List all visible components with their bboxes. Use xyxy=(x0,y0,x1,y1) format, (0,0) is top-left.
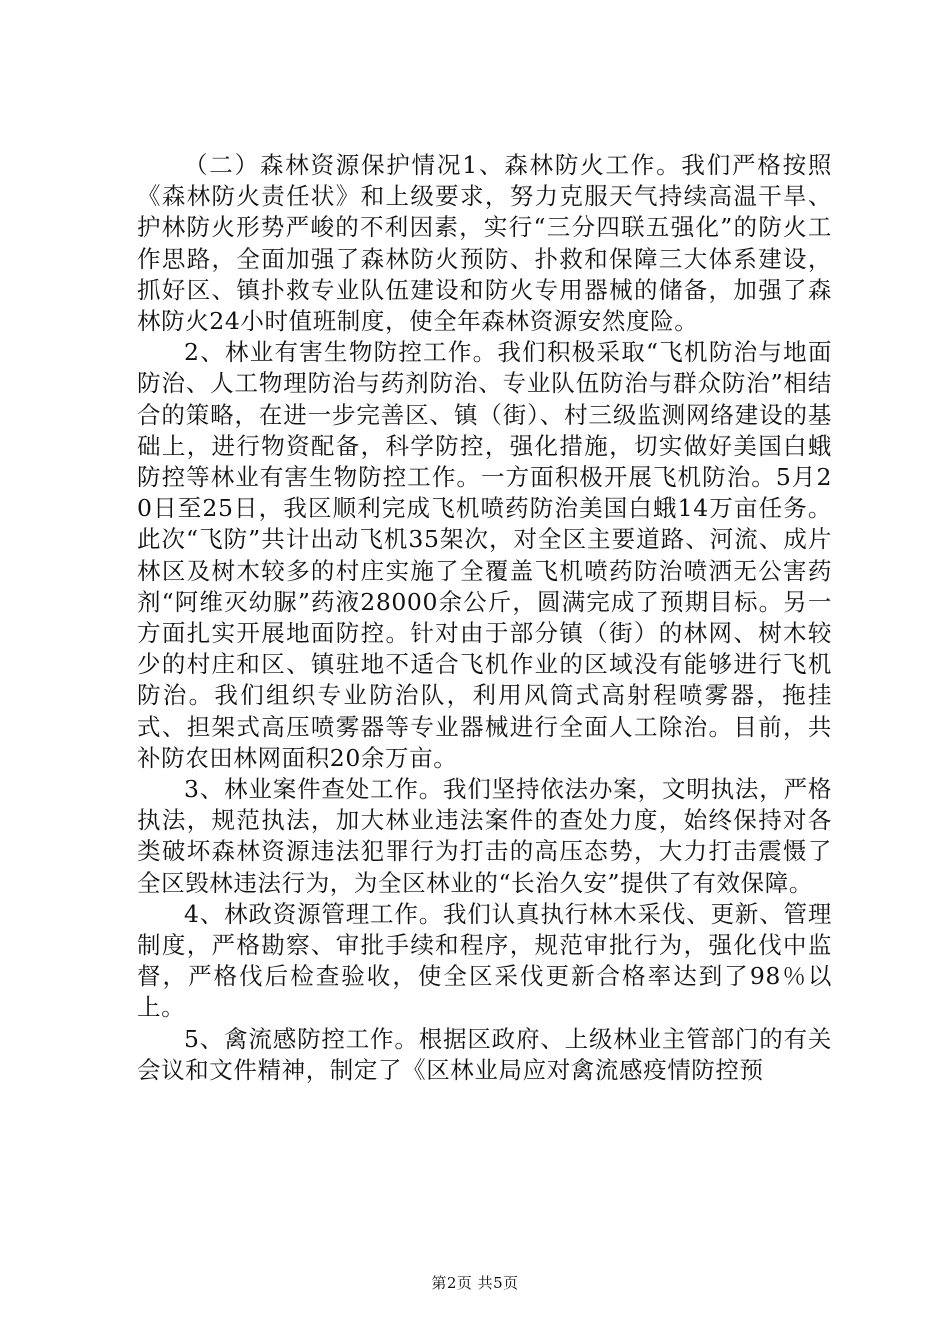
paragraph-case-handling: 3、林业案件查处工作。我们坚持依法办案，文明执法，严格执法，规范执法，加大林业违法案件的查处力度，始终保持对各类破坏森林资源违法犯罪行为打击的高压态势，大力打击震慑了全区毁林违法行为，为全区林业的“长治久安”提供了有效保障。 xyxy=(137,775,832,897)
paragraph-pest-control: 2、林业有害生物防控工作。我们积极采取“飞机防治与地面防治、人工物理防治与药剂防治、专业队伍防治与群众防治”相结合的策略，在进一步完善区、镇（街）、村三级监测网络建设的基础上，进行物资配备，科学防控，强化措施，切实做好美国白蛾防控等林业有害生物防控工作。一方面积极开展飞机防治。5月20日至25日，我区顺利完成飞机喷药防治美国白蛾14万亩任务。此次“飞防”共计出动飞机35架次，对全区主要道路、河流、成片林区及树木较多的村庄实施了全覆盖飞机喷药防治喷洒无公害药剂“阿维灭幼脲”药液28000余公斤，圆满完成了预期目标。另一方面扎实开展地面防控。针对由于部分镇（街）的林网、树木较少的村庄和区、镇驻地不适合飞机作业的区域没有能够进行飞机防治。我们组织专业防治队，利用风筒式高射程喷雾器，拖挂式、担架式高压喷雾器等专业器械进行全面人工除治。目前，共补防农田林网面积20余万亩。 xyxy=(137,338,832,772)
page-footer: 第2页 共5页 xyxy=(431,1274,519,1292)
paragraph-forest-protection: （二）森林资源保护情况1、森林防火工作。我们严格按照《森林防火责任状》和上级要求，努力克服天气持续高温干旱、护林防火形势严峻的不利因素，实行“三分四联五强化”的防火工作思路，全面加强了森林防火预防、扑救和保障三大体系建设，抓好区、镇扑救专业队伍建设和防火专用器械的储备，加强了森林防火24小时值班制度，使全年森林资源安然度险。 xyxy=(137,151,832,336)
paragraph-resource-management: 4、林政资源管理工作。我们认真执行林木采伐、更新、管理制度，严格勘察、审批手续和程序，规范审批行为，强化伐中监督，严格伐后检查验收，使全区采伐更新合格率达到了98％以上。 xyxy=(137,899,832,1022)
paragraph-avian-flu: 5、禽流感防控工作。根据区政府、上级林业主管部门的有关会议和文件精神，制定了《区林业局应对禽流感疫情防控预 xyxy=(137,1024,832,1084)
document-body xyxy=(137,150,832,1086)
